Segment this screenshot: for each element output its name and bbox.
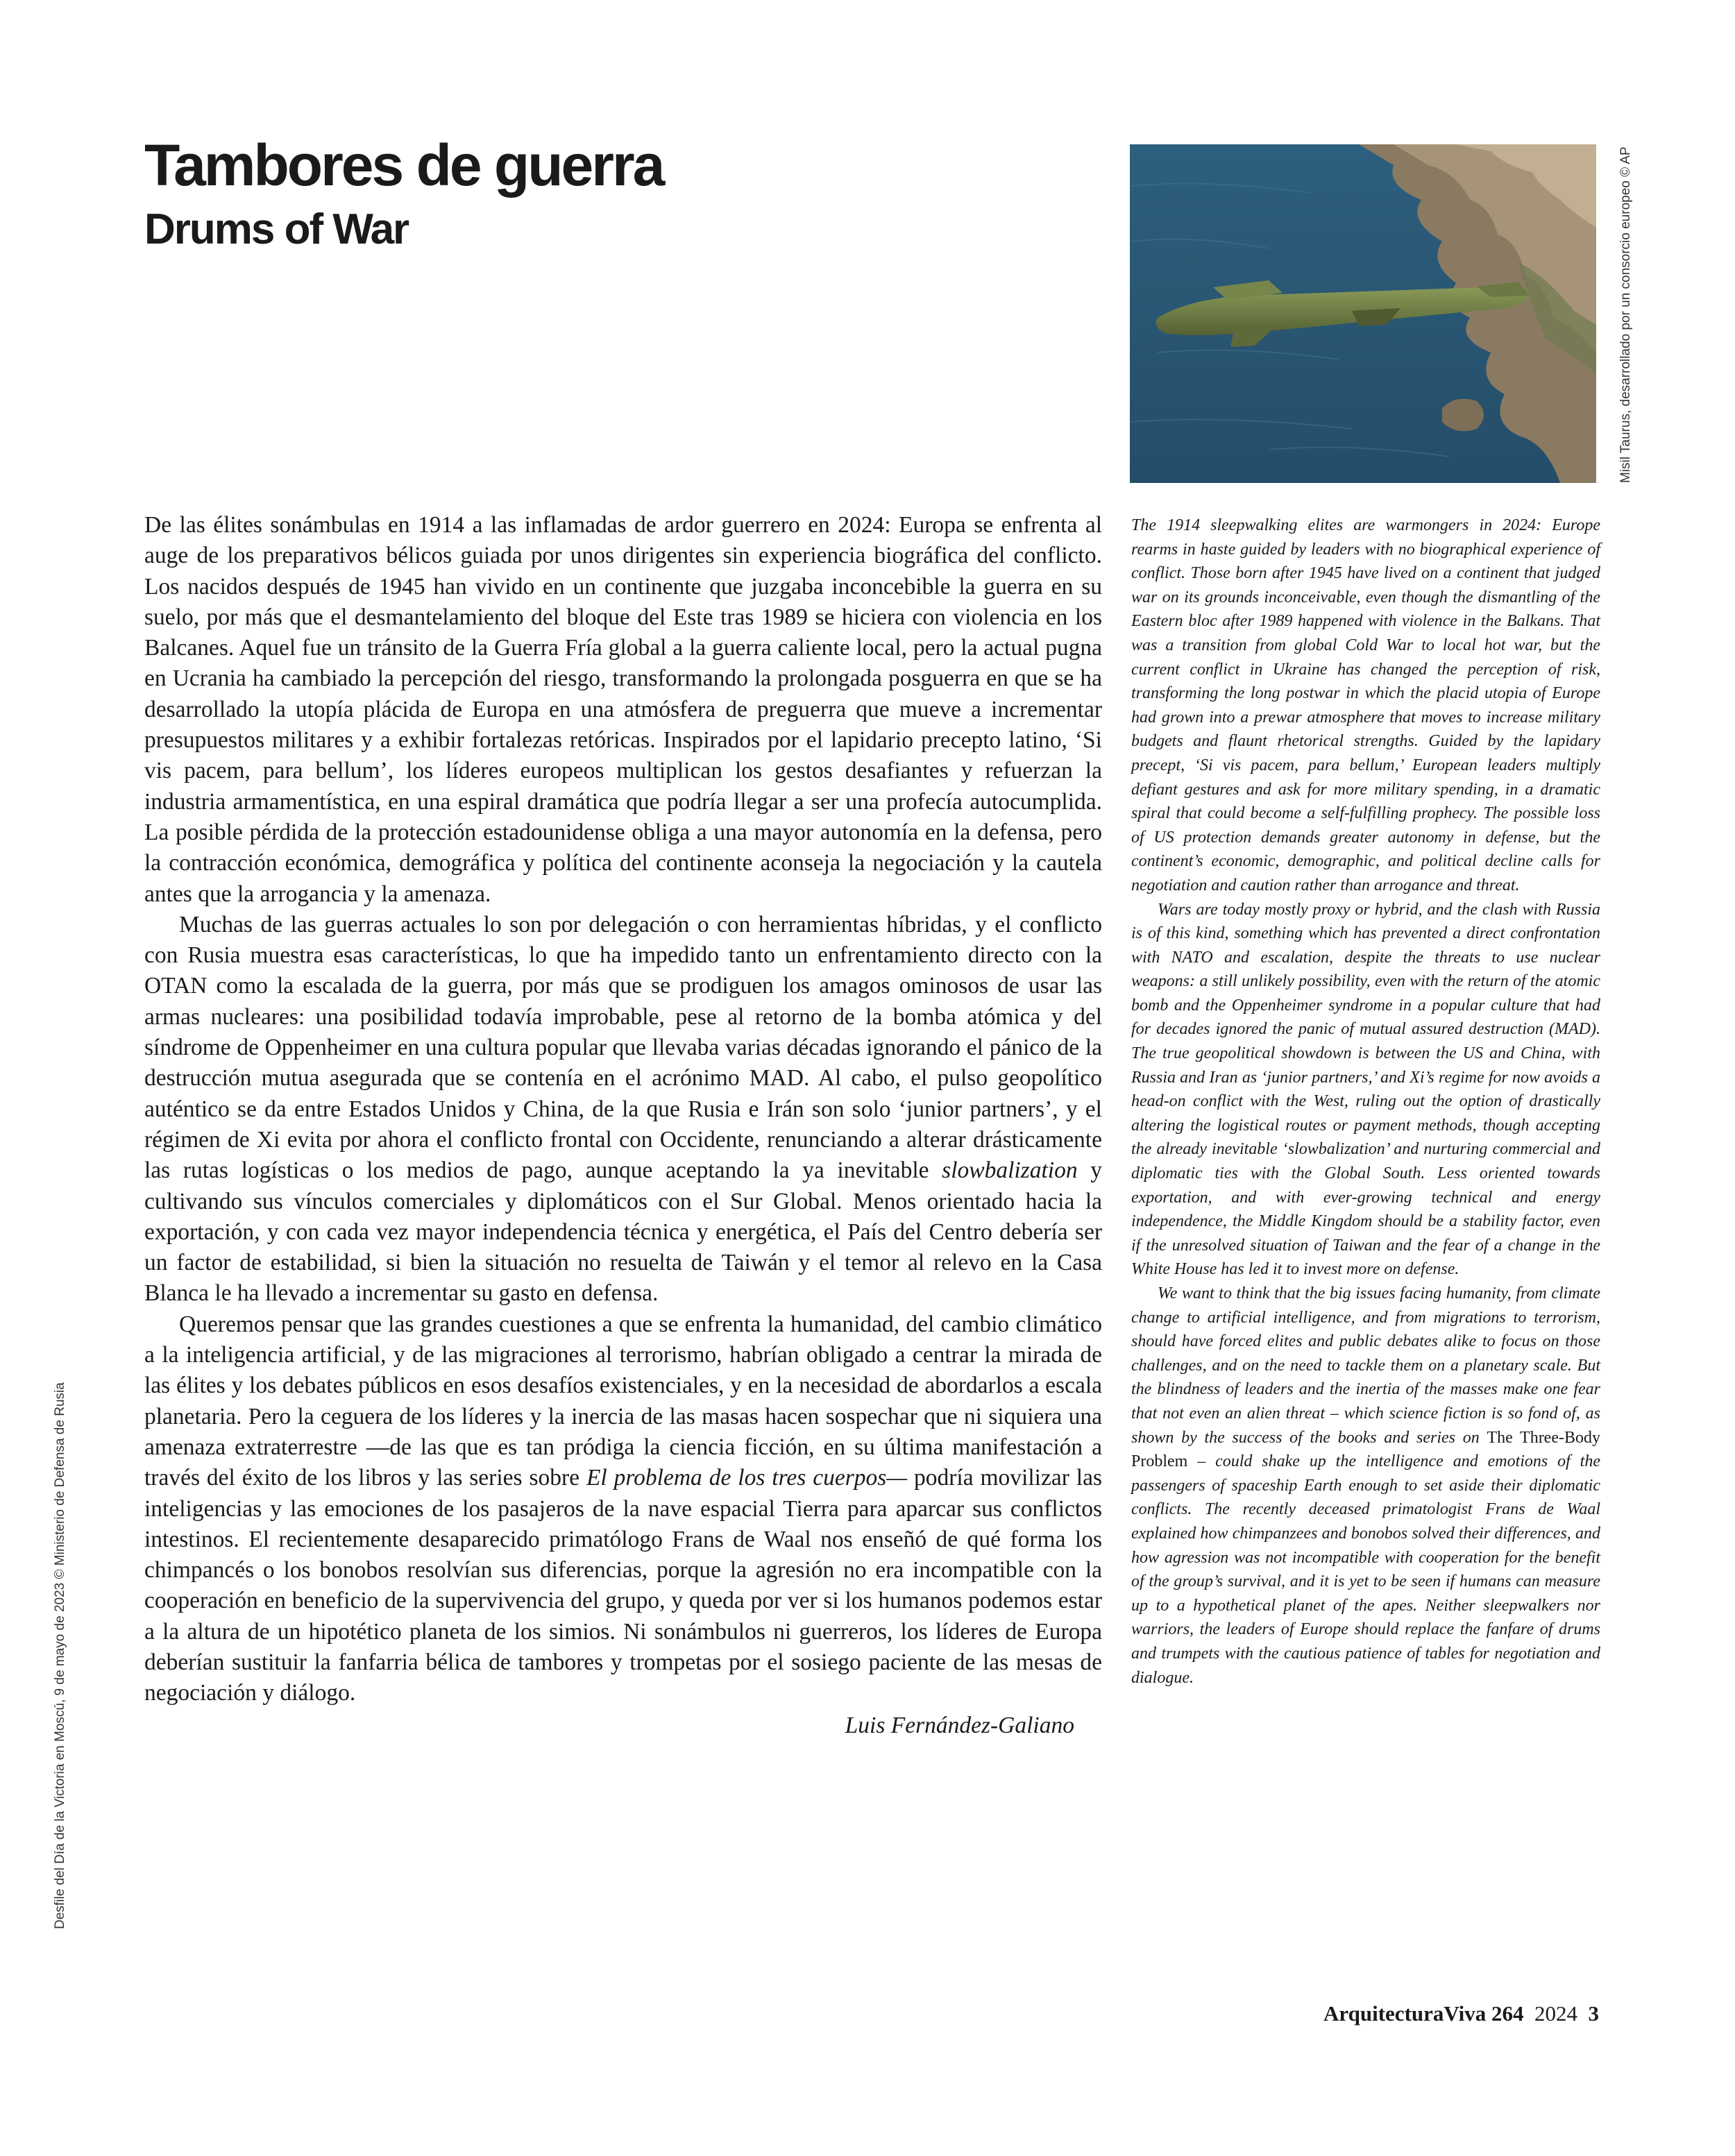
paragraph-es-3: Queremos pensar que las grandes cuestiones a que se enfrenta la humanidad, del cambio climático a la inteligencia artificial, y de las migraciones al terrorismo, habrían obligado a centrar la mirada de las élites y los debates públicos en esos desafíos existenciales, y en la necesidad de abordarlos a escala planetaria. Pero la ceguera de los líderes y la inercia de las masas hacen sospechar que ni siquiera una amenaza extraterrestre —de las que es tan pródiga la ciencia ficción, en su última manifestación a través del éxito de los libros y las series sobre El problema de los tres cuerpos— podría movilizar las inteligencias y las emociones de los pasajeros de la nave espacial Tierra para aparcar sus conflictos intestinos. El recientemente desaparecido primatólogo Frans de Waal nos enseñó de qué forma los chimpancés o los bonobos resolvían sus diferencias, porque la agresión no era incompatible con la cooperación en beneficio de la supervivencia del grupo, y queda por ver si los humanos podemos estar a la altura de un hipotético planeta de los simios. Ni sonámbulos ni guerreros, los líderes de Europa deberían sustituir la fanfarria bélica de tambores y trompetas por el sosiego paciente de las mesas de negociación y diálogo. — [144, 1311, 1102, 1706]
page-footer — [1323, 2001, 1599, 2026]
paragraph-es-2: Muchas de las guerras actuales lo son por delegación o con herramientas híbridas, y el conflicto con Rusia muestra esas características, lo que ha impedido tanto un enfrentamiento directo con la OTAN como la escalada de la guerra, por más que se prodiguen los amagos ominosos de usar las armas nucleares: una posibilidad todavía improbable, pese al retorno de la bomba atómica y del síndrome de Oppenheimer en una cultura popular que llevaba varias décadas ignorando el pánico de la destrucción mutua asegurada que se contenía en el acrónimo MAD. Al cabo, el pulso geopolítico auténtico se da entre Estados Unidos y China, de la que Rusia e Irán son solo ‘junior partners’, y el régimen de Xi evita por ahora el conflicto frontal con Occidente, renunciando a alterar drásticamente las rutas logísticas o los medios de pago, aunque aceptando la ya inevitable slowbalization y cultivando sus vínculos comerciales y diplomáticos con el Sur Global. Menos orientado hacia la exportación, y con cada vez mayor independencia técnica y energética, el País del Centro debería ser un factor de estabilidad, si bien la situación no resuelta de Taiwán y el temor al relevo en la Casa Blanca le ha llevado a incrementar su gasto en defensa. — [144, 911, 1103, 1307]
missile-over-sea-image — [1130, 144, 1596, 483]
paragraph-en-1: The 1914 sleepwalking elites are warmongers in 2024: Europe rearms in haste guided by leaders with no biographical experience of conflict. Those born after 1945 have lived on a continent that judged war on its grounds inconceivable, even though the dismantling of the Eastern bloc after 1989 happened with violence in the Balkans. That was a transition from global Cold War to local hot war, but the current conflict in Ukraine has changed the perception of risk, transforming the long postwar in which the placid utopia of Europe had grown into a prewar atmosphere that moves to increase military budgets and flaunt rhetorical strengths. Guided by the lapidary precept, ‘Si vis pacem, para bellum,’ European leaders multiply defiant gestures and ask for more military spending, in a dramatic spiral that could become a self-fulfilling prophecy. The possible loss of US protection demands greater autonomy in defense, but the continent’s economic, demographic, and political decline calls for negotiation and caution rather than arrogance and threat. — [1131, 516, 1600, 894]
paragraph-en-2: Wars are today mostly proxy or hybrid, and the clash with Russia is of this kind, something which has prevented a direct confrontation with NATO and escalation, despite the threats to use nuclear weapons: a still unlikely possibility, even with the return of the atomic bomb and the Oppenheimer syndrome in a popular culture that had for decades ignored the panic of mutual assured destruction (MAD). The true geopolitical showdown is between the US and China, with Russia and Iran as ‘junior partners,’ and Xi’s regime for now avoids a head-on conflict with the West, ruling out the option of drastically altering the logistical routes or payment methods, though accepting the already inevitable ‘slowbalization’ and nurturing commercial and diplomatic ties with the Global South. Less oriented towards exportation, and with ever-growing technical and energy independence, the Middle Kingdom should be a stability factor, even if the unresolved situation of Taiwan and the fear of a change in the White House has led it to invest more on defense. — [1131, 900, 1600, 1279]
book-title: The Three-Body Problem — [1131, 1428, 1600, 1471]
article-spanish — [144, 510, 1102, 1741]
article-english — [1131, 513, 1600, 1690]
author-signature: Luis Fernández-Galiano — [845, 1712, 1074, 1738]
page-number: 3 — [1588, 2001, 1599, 2026]
page-subtitle: Drums of War — [144, 205, 409, 253]
paragraph-en-3: We want to think that the big issues facing humanity, from climate change to artificial intelligence, and from migrations to terrorism, should have forced elites and public debates alike to focus on those challenges, and on the need to tackle them on a planetary scale. But the blindness of leaders and the inertia of the masses make one fear that not even an alien threat – which science fiction is so fond of, as shown by the success of the books and series on The Three-Body Problem – could shake up the intelligence and emotions of the passengers of spaceship Earth enough to set aside their diplomatic conflicts. The recently deceased primatologist Frans de Waal explained how chimpanzees and bonobos solved their differences, and how agression was not incompatible with cooperation for the benefit of the group’s survival, and it is yet to be seen if humans can measure up to a hypothetical planet of the apes. Neither sleepwalkers nor warriors, the leaders of Europe should replace the fanfare of drums and trumpets with the cautious patience of tables for negotiation and dialogue. — [1131, 1284, 1600, 1687]
magazine-issue: ArquitecturaViva 264 — [1323, 2001, 1524, 2026]
side-credit — [39, 1382, 67, 1936]
photo-credit — [1606, 144, 1631, 483]
photo-credit-text: Misil Taurus, desarrollado por un consorcio europeo © AP — [1618, 146, 1633, 483]
emphasis-book-title: El problema de los tres cuerpos— — [586, 1465, 908, 1491]
side-credit-text: Desfile del Día de la Victoria en Moscú, 9 de mayo de 2023 © Ministerio de Defensa de Rusia — [53, 1382, 67, 1929]
paragraph-es-1: De las élites sonámbulas en 1914 a las inflamadas de ardor guerrero en 2024: Europa se enfrenta al auge de los preparativos bélicos guiada por unos dirigentes sin experiencia biográfica del conflicto. Los nacidos después de 1945 han vivido en un continente que juzgaba inconcebible la guerra en su suelo, por más que el desmantelamiento del bloque del Este tras 1989 se hiciera con violencia en los Balcanes. Aquel fue un tránsito de la Guerra Fría global a la guerra caliente local, pero la actual pugna en Ucrania ha cambiado la percepción del riesgo, transformando la prolongada posguerra en que se ha desarrollado la utopía plácida de Europa en una atmósfera de preguerra que mueve a incrementar presupuestos militares y a exhibir fortalezas retóricas. Inspirados por el lapidario precepto latino, ‘Si vis pacem, para bellum’, los líderes europeos multiplican los gestos desafiantes y refuerzan la industria armamentística, en una espiral dramática que podría llegar a ser una profecía autocumplida. La posible pérdida de la protección estadounidense obliga a una mayor autonomía en la defensa, pero la contracción económica, demográfica y política del continente aconseja la negociación y la cautela antes que la arrogancia y la amenaza. — [144, 512, 1102, 907]
page-title: Tambores de guerra — [144, 133, 663, 198]
footer-year: 2024 — [1534, 2001, 1577, 2026]
emphasis-slowbalization: slowbalization — [942, 1157, 1078, 1184]
missile-photo — [1130, 144, 1596, 483]
